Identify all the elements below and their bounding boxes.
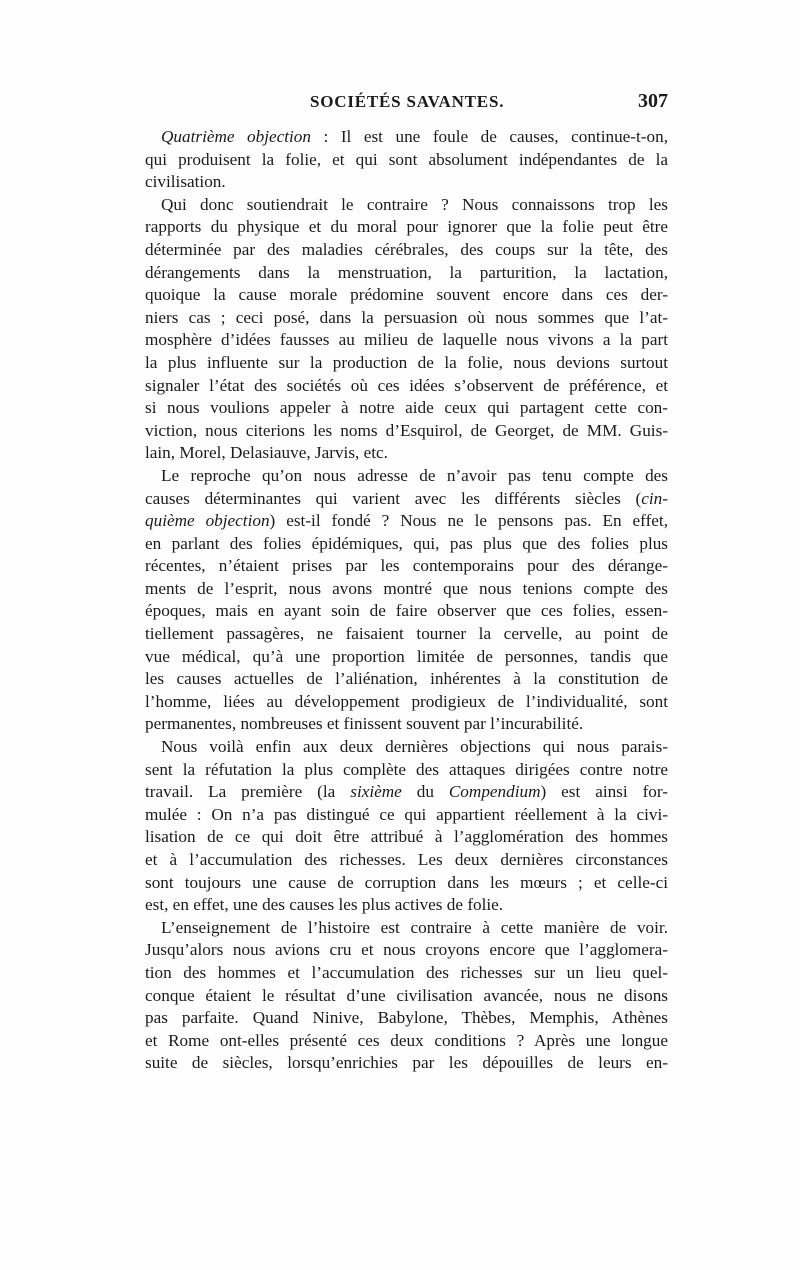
italic-phrase: quième objection bbox=[145, 511, 270, 531]
running-head: SOCIÉTÉS SAVANTES. bbox=[310, 92, 505, 111]
text-line: sent la réfutation la plus complète des attaques dirigées contre notre bbox=[145, 759, 668, 779]
page-header bbox=[145, 92, 668, 122]
body-text bbox=[145, 126, 668, 1075]
text-line: tiellement passagères, ne faisaient tourner la cervelle, au point de bbox=[145, 624, 668, 644]
text-line: viction, nous citerions les noms d’Esquirol, de Georget, de MM. Guis- bbox=[145, 420, 668, 440]
text-line: tion des hommes et l’accumulation des richesses sur un lieu quel- bbox=[145, 962, 668, 982]
italic-phrase: cin- bbox=[641, 488, 668, 508]
text-line: la plus influente sur la production de la folie, nous devions surtout bbox=[145, 352, 668, 372]
text-line: lisation de ce qui doit être attribué à l’agglomération des hommes bbox=[145, 827, 668, 847]
text-line: les causes actuelles de l’aliénation, inhérentes à la constitution de bbox=[145, 669, 668, 689]
text-line: signaler l’état des sociétés où ces idées s’observent de préférence, et bbox=[145, 375, 668, 395]
text-line: en parlant des folies épidémiques, qui, pas plus que des folies plus bbox=[145, 533, 668, 553]
text-line: et à l’accumulation des richesses. Les deux dernières circonstances bbox=[145, 850, 668, 869]
text-line: Jusqu’alors nous avions cru et nous croyons encore que l’agglomera- bbox=[145, 940, 668, 960]
text-line: déterminée par des maladies cérébrales, des coups sur la tête, des bbox=[145, 239, 668, 259]
text-line: qui produisent la folie, et qui sont absolument indépendantes de la bbox=[145, 149, 668, 169]
text-line: dérangements dans la menstruation, la parturition, la lactation, bbox=[145, 262, 668, 282]
text-line: civilisation. bbox=[145, 172, 226, 192]
text-line: Qui donc soutiendrait le contraire ? Nous connaissons trop les bbox=[161, 194, 668, 214]
text-line: ments de l’esprit, nous avons montré que nous tenions compte des bbox=[145, 578, 668, 598]
text-line: si nous voulions appeler à notre aide ceux qui partagent cette con- bbox=[145, 398, 668, 418]
text-line: Le reproche qu’on nous adresse de n’avoir pas tenu compte des bbox=[161, 465, 668, 485]
text-line: rapports du physique et du moral pour ignorer que la folie peut être bbox=[145, 217, 668, 237]
text-line: causes déterminantes qui varient avec les différents siècles (cin- bbox=[145, 488, 668, 508]
text-line: lain, Morel, Delasiauve, Jarvis, etc. bbox=[145, 443, 388, 463]
text-line: quoique la cause morale prédomine souvent encore dans ces der- bbox=[145, 285, 668, 305]
text-line: et Rome ont-elles présenté ces deux conditions ? Après une longue bbox=[145, 1030, 668, 1050]
text-line: Nous voilà enfin aux deux dernières objections qui nous parais- bbox=[161, 737, 668, 757]
text-line: Quatrième objection : Il est une foule de causes, continue-t-on, bbox=[161, 127, 668, 146]
italic-phrase: sixième bbox=[350, 782, 402, 802]
text-line: pas parfaite. Quand Ninive, Babylone, Thèbes, Memphis, Athènes bbox=[145, 1008, 668, 1028]
text-line: mosphère d’idées fausses au milieu de laquelle nous vivons a la part bbox=[145, 330, 668, 350]
text-line: mulée : On n’a pas distingué ce qui appartient réellement à la civi- bbox=[145, 804, 668, 824]
text-line: permanentes, nombreuses et finissent souvent par l’incurabilité. bbox=[145, 714, 584, 734]
text-line: L’enseignement de l’histoire est contraire à cette manière de voir. bbox=[161, 917, 668, 937]
text-line: travail. La première (la sixième du Compendium) est ainsi for- bbox=[145, 782, 668, 802]
text-line: niers cas ; ceci posé, dans la persuasion où nous sommes que l’at- bbox=[145, 307, 668, 327]
italic-phrase: Compendium bbox=[448, 782, 541, 802]
text-line: conque étaient le résultat d’une civilisation avancée, nous ne disons bbox=[145, 985, 668, 1005]
text-line: quième objection) est-il fondé ? Nous ne le pensons pas. En effet, bbox=[145, 511, 668, 531]
text-line: est, en effet, une des causes les plus actives de folie. bbox=[145, 895, 504, 915]
italic-phrase: Quatrième objection bbox=[161, 127, 311, 146]
text-line: l’homme, liées au développement prodigieux de l’individualité, sont bbox=[145, 691, 668, 711]
text-line: époques, mais en ayant soin de faire observer que ces folies, essen- bbox=[145, 601, 668, 621]
text-line: suite de siècles, lorsqu’enrichies par les dépouilles de leurs en- bbox=[145, 1053, 668, 1073]
page-number: 307 bbox=[638, 90, 668, 112]
text-line: sont toujours une cause de corruption dans les mœurs ; et celle-ci bbox=[145, 872, 668, 892]
text-line: vue médical, qu’à une proportion limitée de personnes, tandis que bbox=[145, 646, 668, 666]
text-line: récentes, n’étaient prises par les contemporains pour des dérange- bbox=[145, 556, 668, 576]
